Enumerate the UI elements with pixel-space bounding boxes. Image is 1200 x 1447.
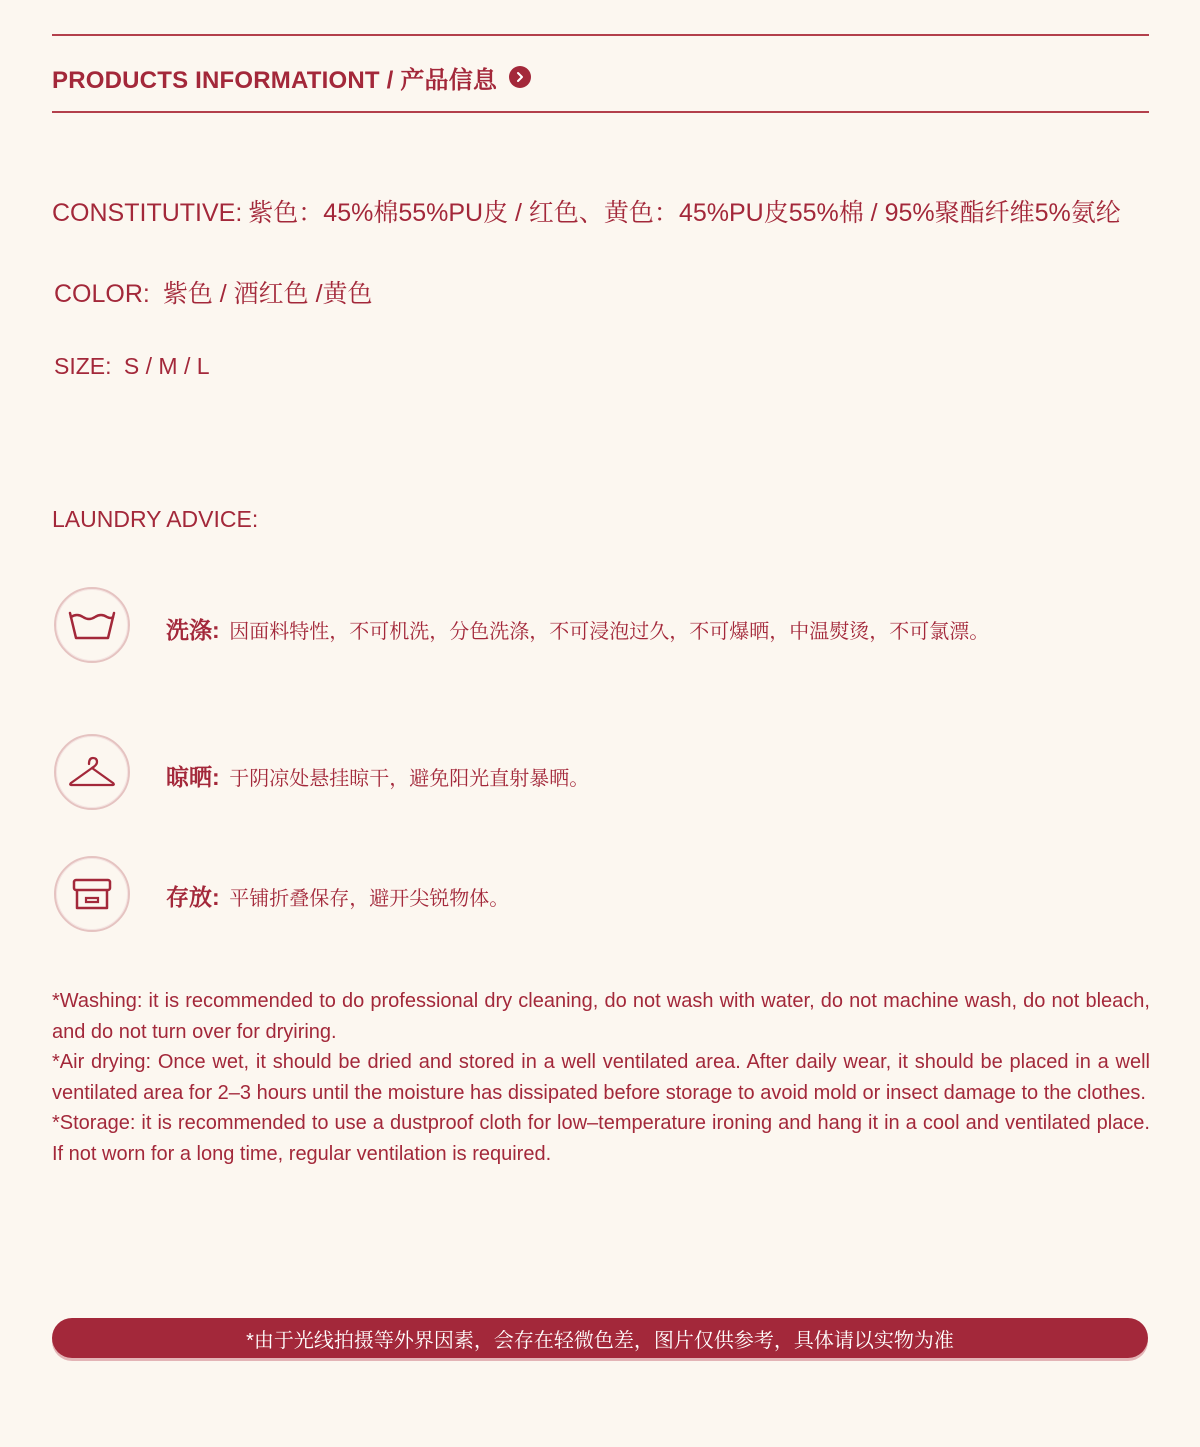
size-row [54, 353, 210, 380]
color-label: COLOR: [54, 280, 150, 308]
care-item-text: 于阴凉处悬挂晾干，避免阳光直射暴晒。 [229, 768, 590, 790]
care-notes [52, 986, 1150, 1169]
size-label: SIZE: [54, 353, 112, 379]
section-header [52, 60, 531, 94]
constitutive-row [52, 193, 1121, 229]
header-divider [52, 111, 1149, 113]
care-item-text: 平铺折叠保存，避开尖锐物体。 [229, 888, 510, 910]
color-disclaimer-banner [52, 1318, 1148, 1358]
note-washing: *Washing: it is recommended to do professional dry cleaning, do not wash with water, do not machine wash, do not bleach, and do not turn over for dryiring. [52, 990, 1150, 1043]
chevron-right-circle-icon[interactable] [509, 66, 531, 88]
care-item-head: 晾晒: [166, 764, 220, 790]
color-row [54, 274, 373, 310]
color-value: 紫色 / 酒红色 /黄色 [162, 280, 373, 308]
top-divider [52, 34, 1149, 36]
wash-basin-icon [54, 587, 130, 663]
banner-text: *由于光线拍摄等外界因素，会存在轻微色差，图片仅供参考，具体请以实物为准 [246, 1329, 954, 1352]
care-item-head: 洗涤: [166, 617, 220, 643]
constitutive-label: CONSTITUTIVE: [52, 199, 243, 227]
constitutive-value: 紫色：45%棉55%PU皮 / 红色、黄色：45%PU皮55%棉 / 95%聚酯纤维5%氨纶 [248, 199, 1121, 227]
section-title: PRODUCTS INFORMATIONT / 产品信息 [52, 66, 498, 94]
storage-box-icon [54, 856, 130, 932]
care-item-washing [166, 612, 989, 645]
hanger-icon [54, 734, 130, 810]
note-air-drying: *Air drying: Once wet, it should be dried and stored in a well ventilated area. After daily wear, it should be placed in a well ventilated area for 2–3 hours until the moisture has dissipated before storage to avoid mold or insect damage to the clothes. [52, 1051, 1150, 1104]
size-value: S / M / L [123, 353, 210, 379]
care-item-storage [166, 879, 509, 912]
laundry-title: LAUNDRY ADVICE: [52, 506, 259, 532]
care-item-drying [166, 759, 589, 792]
care-item-text: 因面料特性，不可机洗，分色洗涤，不可浸泡过久，不可爆晒，中温熨烫，不可氯漂。 [229, 621, 990, 643]
care-item-head: 存放: [166, 884, 220, 910]
note-storage: *Storage: it is recommended to use a dustproof cloth for low–temperature ironing and hang it in a cool and ventilated place. If not worn for a long time, regular ventilation is required. [52, 1112, 1150, 1165]
